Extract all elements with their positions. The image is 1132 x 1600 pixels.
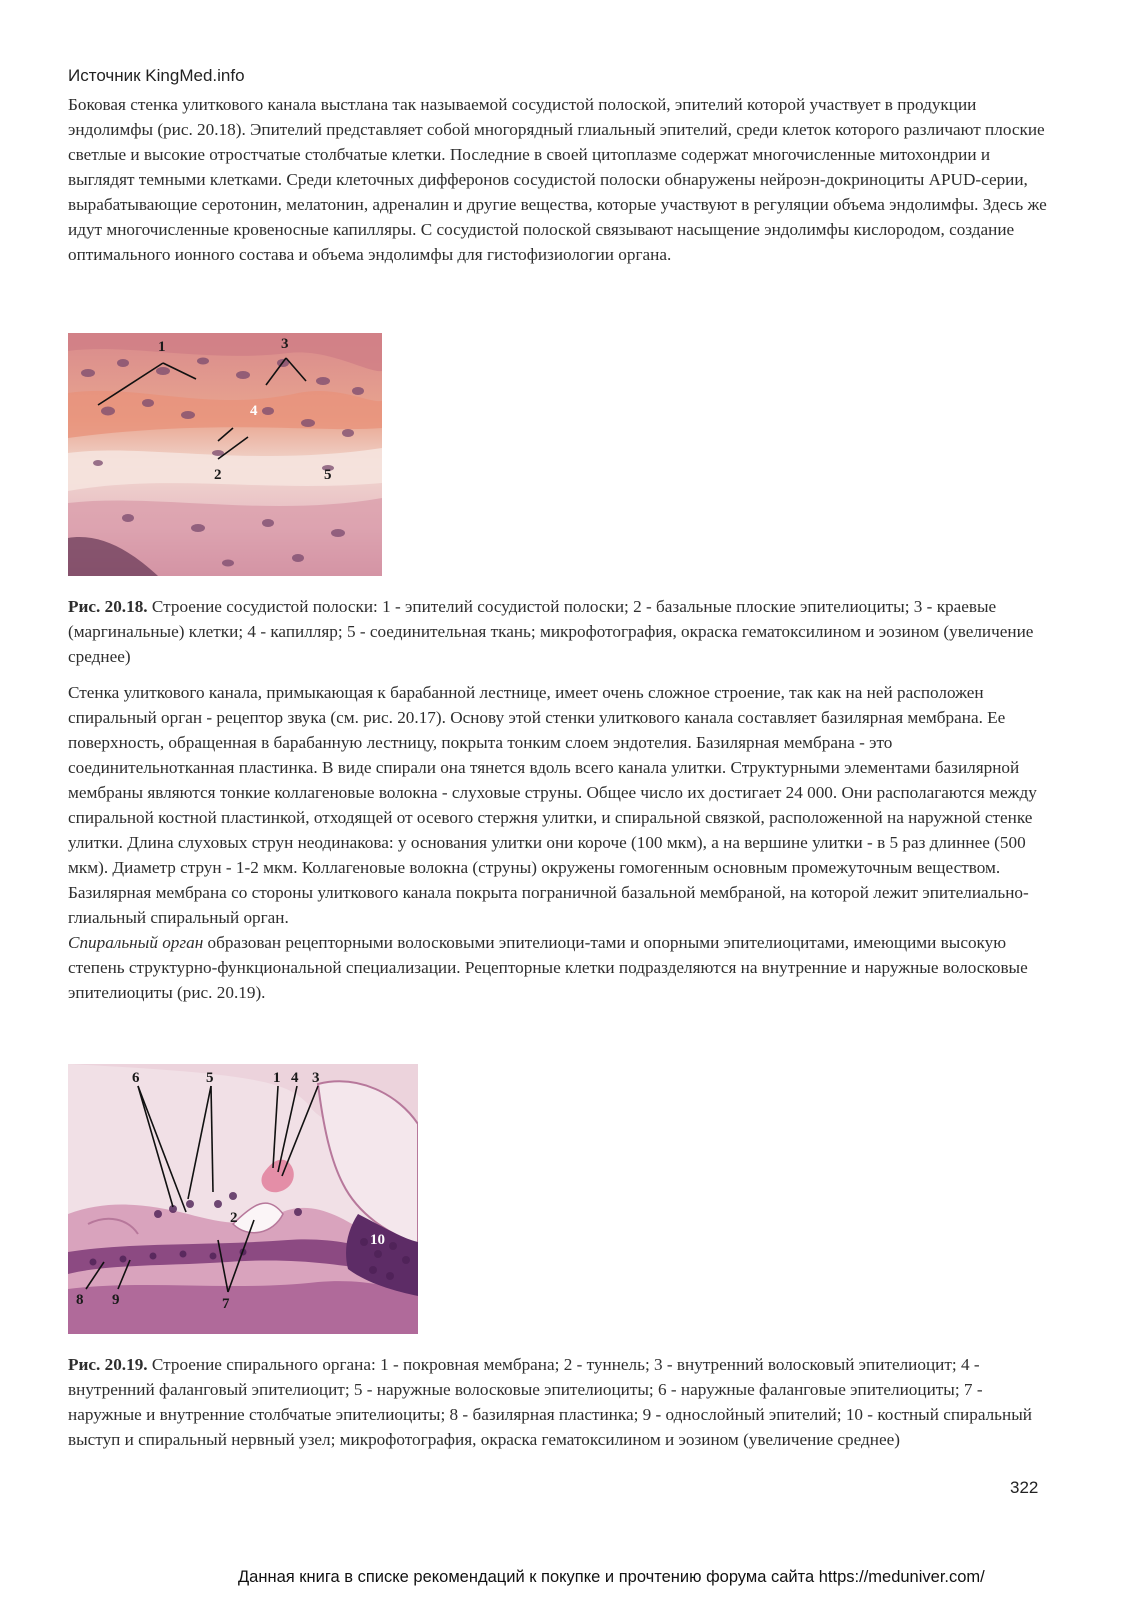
figure-20-19-caption [68,1352,1058,1452]
paragraph-1: Боковая стенка улиткового канала выстлана так называемой сосудистой полоской, эпителий которой участвует в продукции эндолимфы (рис. 20.18). Эпителий представляет собой многорядный глиальный эпителий, среди клеток которого различают плоские светлые и высокие отростчатые столбчатые клетки. Последние в своей цитоплазме содержат многочисленные митохондрии и выглядят темными клетками. Среди клеточных дифферонов сосудистой полоски обнаружены нейроэн-докриноциты APUD-серии, вырабатывающие серотонин, мелатонин, адреналин и другие вещества, которые участвуют в регуляции объема эндолимфы. Здесь же идут многочисленные кровеносные капилляры. С сосудистой полоской связывают насыщение эндолимфы кислородом, создание оптимального ионного состава и объема эндолимфы для гистофизиологии органа. [68,95,1047,264]
fig1-label-2: 2 [214,467,222,483]
page-number: 322 [1010,1478,1039,1497]
figure-20-19-micrograph [68,1064,418,1334]
figure-20-18-micrograph [68,333,382,576]
figure-20-18-caption [68,594,1058,669]
paragraph-2 [68,680,1058,1005]
fig2-label-8: 8 [76,1292,84,1308]
fig2-label-6: 6 [132,1070,140,1086]
figure-20-19-number: Рис. 20.19. [68,1355,148,1374]
fig2-label-1: 1 [273,1070,281,1086]
fig2-label-5: 5 [206,1070,214,1086]
figure-20-18-caption-text: Строение сосудистой полоски: 1 - эпителий сосудистой полоски; 2 - базальные плоские эпителиоциты; 3 - краевые (маргинальные) клетки; 4 - капилляр; 5 - соединительная ткань; микрофотография, окраска гематоксилином и эозином (увеличение среднее) [68,597,1034,666]
figure-20-18-number: Рис. 20.18. [68,597,148,616]
fig2-label-10: 10 [370,1232,385,1248]
fig2-label-4: 4 [291,1070,299,1086]
figure-20-19-caption-text: Строение спирального органа: 1 - покровная мембрана; 2 - туннель; 3 - внутренний волосковый эпителиоцит; 4 - внутренний фаланговый эпителиоцит; 5 - наружные волосковые эпителиоциты; 6 - наружные фаланговые эпителиоциты; 7 - наружные и внутренние столбчатые эпителиоциты; 8 - базилярная пластинка; 9 - однослойный эпителий; 10 - костный спиральный выступ и спиральный нервный узел; микрофотография, окраска гематоксилином и эозином (увеличение среднее) [68,1355,1032,1449]
fig1-label-4: 4 [250,403,258,419]
fig2-label-7: 7 [222,1296,230,1312]
source-header: Источник KingMed.info [68,66,245,85]
fig1-label-5: 5 [324,467,332,483]
fig1-label-1: 1 [158,339,166,355]
footer-note: Данная книга в списке рекомендаций к покупке и прочтению форума сайта https://meduniver.com/ [238,1568,985,1586]
spiral-organ-term: Спиральный орган [68,933,204,952]
fig2-label-2: 2 [230,1210,238,1226]
fig2-label-9: 9 [112,1292,120,1308]
fig2-label-3: 3 [312,1070,320,1086]
fig1-label-3: 3 [281,336,289,352]
paragraph-2-text: Стенка улиткового канала, примыкающая к барабанной лестнице, имеет очень сложное строение, так как на ней расположен спиральный орган - рецептор звука (см. рис. 20.17). Основу этой стенки улиткового канала составляет базилярная мембрана. Ее поверхность, обращенная в барабанную лестницу, покрыта тонким слоем эндотелия. Базилярная мембрана - это соединительнотканная пластинка. В виде спирали она тянется вдоль всего канала улитки. Структурными элементами базилярной мембраны являются тонкие коллагеновые волокна - слуховые струны. Общее число их достигает 24 000. Они располагаются между спиральной костной пластинкой, отходящей от осевого стержня улитки, и спиральной связкой, расположенной на наружной стенке улитки. Длина слуховых струн неодинакова: у основания улитки они короче (100 мкм), а на вершине улитки - в 5 раз длиннее (500 мкм). Диаметр струн - 1-2 мкм. Коллагеновые волокна (струны) окружены гомогенным основным промежуточным веществом. Базилярная мембрана со стороны улиткового канала покрыта пограничной базальной мембраной, на которой лежит эпителиально-глиальный спиральный орган. [68,683,1037,927]
paragraph-3-text: образован рецепторными волосковыми эпителиоци-тами и опорными эпителиоцитами, имеющими высокую степень структурно-функциональной специализации. Рецепторные клетки подразделяются на внутренние и наружные волосковые эпителиоциты (рис. 20.19). [68,933,1028,1002]
